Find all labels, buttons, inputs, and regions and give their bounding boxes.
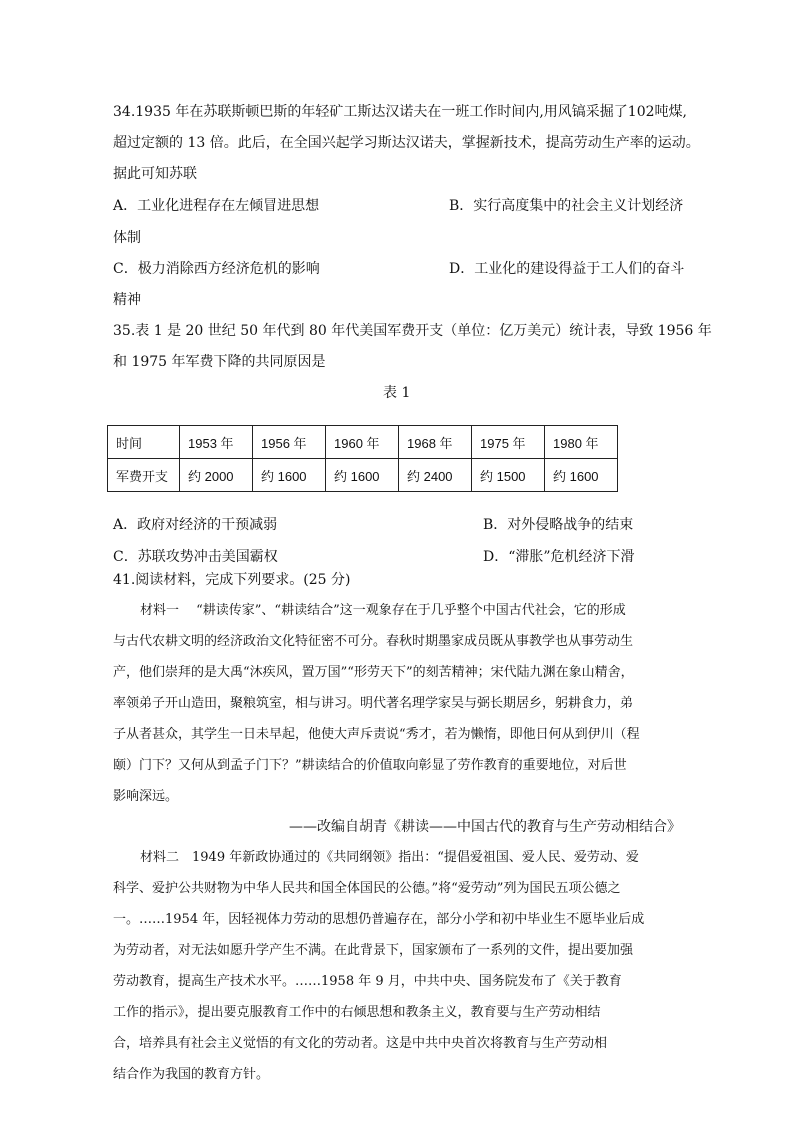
table-cell: 约 1500 [472,459,545,492]
q35-stem-line-1: 35.表 1 是 20 世纪 50 年代到 80 年代美国军费开支（单位：亿万美元）统计表，导致 1956 年 [113,323,712,339]
material-1-line: 颐）门下？又何从到孟子门下？”耕读结合的价值取向彰显了劳作教育的重要地位，对后世 [113,758,627,773]
table-cell: 1968 年 [399,426,472,459]
material-2-line: 劳动教育，提高生产技术水平。……1958 年 9 月，中共中央、国务院发布了《关于教育 [113,974,622,989]
table-cell: 约 2400 [399,459,472,492]
material-1-line: 率领弟子开山造田，聚粮筑室，相与讲习。明代著名理学家吴与弼长期居乡，躬耕食力，弟 [113,696,634,711]
q34-option-c: C．极力消除西方经济危机的影响 [113,261,320,277]
table-cell: 约 1600 [545,459,618,492]
table-caption: 表 1 [383,385,411,401]
table-cell: 1953 年 [180,426,253,459]
q35-option-c: C．苏联攻势冲击美国霸权 [113,549,278,565]
material-1-line: 与古代农耕文明的经济政治文化特征密不可分。春秋时期墨家成员既从事教学也从事劳动生 [113,634,634,649]
material-2-line: 一。……1954 年，因轻视体力劳动的思想仍普遍存在，部分小学和初中毕业生不愿毕业后成 [113,912,645,927]
table-cell: 1960 年 [326,426,399,459]
table-cell: 约 1600 [326,459,399,492]
table-cell: 时间 [108,426,180,459]
table-header-row [108,426,618,459]
table-cell: 军费开支 [108,459,180,492]
material-1-source: ——改编自胡青《耕读——中国古代的教育与生产劳动相结合》 [289,819,681,835]
q35-option-d: D．“滞胀”危机经济下滑 [483,549,635,565]
material-2-line: 材料二 1949 年新政协通过的《共同纲领》指出：“提倡爱祖国、爱人民、爱劳动、爱 [140,850,639,865]
q34-option-a: A．工业化进程存在左倾冒进思想 [113,198,320,214]
military-spending-table [107,425,618,492]
q35-option-a: A．政府对经济的干预减弱 [113,517,278,533]
q41-intro: 41.阅读材料，完成下列要求。(25 分) [113,572,351,588]
material-1-line: 材料一 “耕读传家”、“耕读结合”这一观象存在于几乎整个中国古代社会，它的形成 [140,603,626,618]
q34-option-d: D．工业化的建设得益于工人们的奋斗 [449,261,685,277]
material-2-line: 工作的指示》，提出要克服教育工作中的右倾思想和教条主义，教育要与生产劳动相结 [113,1005,601,1020]
q35-option-b: B．对外侵略战争的结束 [483,517,634,533]
material-1-line: 影响深远。 [113,789,179,804]
table-cell: 1956 年 [253,426,326,459]
q34-stem-line-2: 超过定额的 13 倍。此后，在全国兴起学习斯达汉诺夫，掌握新技术，提高劳动生产率的运动。 [113,135,700,151]
material-1-line: 产，他们崇拜的是大禹“沐疾风，置万国”“形劳天下”的刻苦精神；宋代陆九渊在象山精舍， [113,665,634,680]
q34-stem-line-1: 34.1935 年在苏联斯顿巴斯的年轻矿工斯达汉诺夫在一班工作时间内,用风镐采掘了102吨煤, [113,104,687,120]
table-row [108,459,618,492]
q34-option-d-cont: 精神 [113,292,141,308]
q34-option-b: B．实行高度集中的社会主义计划经济 [449,198,684,214]
q34-option-b-cont: 体制 [113,230,141,246]
material-2-line: 结合作为我国的教育方针。 [113,1067,270,1082]
table-cell: 约 1600 [253,459,326,492]
material-2-line: 科学、爱护公共财物为中华人民共和国全体国民的公德。”将“爱劳动”列为国民五项公德之 [113,881,621,896]
material-2-line: 为劳动者，对无法如愿升学产生不满。在此背景下，国家颁布了一系列的文件，提出要加强 [113,943,634,958]
q35-stem-line-2: 和 1975 年军费下降的共同原因是 [113,354,326,370]
q34-stem-line-3: 据此可知苏联 [113,166,197,182]
table-cell: 约 2000 [180,459,253,492]
table-cell: 1980 年 [545,426,618,459]
material-1-line: 子从者甚众，其学生一日未早起，他使大声斥责说“秀才，若为懒惰，即他日何从到伊川（程 [113,727,640,742]
table-cell: 1975 年 [472,426,545,459]
material-2-line: 合，培养具有社会主义觉悟的有文化的劳动者。这是中共中央首次将教育与生产劳动相 [113,1036,608,1051]
